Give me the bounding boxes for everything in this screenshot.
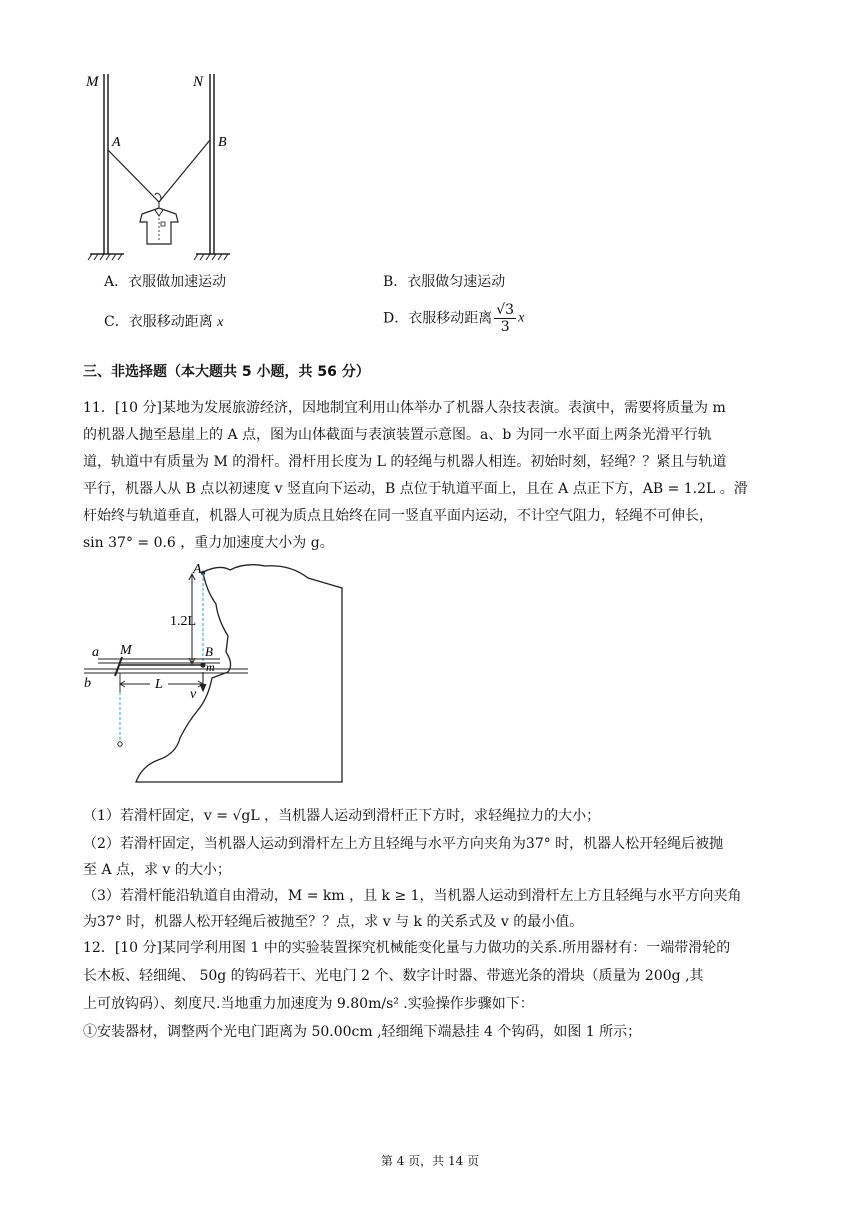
q11-line-1: 11．[10 分]某地为发展旅游经济，因地制宜利用山体举办了机器人杂技表演。表演中，需要将质量为 m (83, 400, 726, 416)
label-b: B (218, 135, 227, 150)
q11-sub-2b: 至 A 点，求 v 的大小； (83, 862, 231, 878)
fig-label-b: B (205, 644, 213, 659)
fig-label-length: L (155, 677, 163, 692)
fig-label-mass-small: m (206, 660, 215, 674)
q11-sub-2a: （2）若滑杆固定，当机器人运动到滑杆左上方且轻绳与水平方向夹角为37° 时，机器人松开轻绳后被抛 (83, 836, 724, 852)
q11-line-3: 道，轨道中有质量为 M 的滑杆。滑杆用长度为 L 的轻绳与机器人相连。初始时刻，轻绳？？紧且与轨道 (83, 454, 727, 470)
q11-line-6: sin 37° = 0.6 ，重力加速度大小为 g。 (83, 535, 334, 551)
q12-line-3: 上可放钩码）、刻度尺.当地重力加速度为 9.80m/s² .实验操作步骤如下： (83, 996, 534, 1012)
figure-cliff-apparatus (80, 560, 360, 792)
option-d-fraction (494, 302, 516, 335)
q12-line-2: 长木板、轻细绳、 50g 的钩码若干、光电门 2 个、数字计时器、带遮光条的滑块（质量为 200g ,其 (83, 968, 704, 984)
option-d-text: D．衣服移动距离 (383, 310, 493, 327)
label-a: A (112, 135, 121, 150)
option-d (383, 302, 524, 335)
q12-line-4: ①安装器材，调整两个光电门距离为 50.00cm ,轻细绳下端悬挂 4 个钩码，如图 1 所示； (83, 1024, 642, 1040)
q11-line-4: 平行，机器人从 B 点以初速度 v 竖直向下运动，B 点位于轨道平面上，且在 A 点正下方，AB = 1.2L 。滑 (83, 481, 748, 497)
fig-label-rail-b: b (84, 676, 91, 691)
option-b: B．衣服做匀速运动 (383, 274, 506, 290)
option-c (104, 312, 223, 333)
figure-clothes-hanger (80, 68, 250, 268)
q11-line-5: 杆始终与轨道垂直，机器人可视为质点且始终在同一竖直平面内运动，不计空气阻力，轻绳不可伸长， (83, 508, 713, 524)
page-footer: 第 4 页，共 14 页 (380, 1154, 480, 1168)
option-d-numerator: √3 (496, 302, 515, 318)
fig-label-mass-big: M (120, 643, 132, 658)
fig-label-height: 1.2L (170, 614, 197, 629)
fig-label-a: A (193, 562, 202, 577)
fig-label-rail-a: a (92, 645, 99, 660)
option-d-var: x (518, 310, 525, 326)
option-d-denominator: 3 (500, 319, 510, 335)
q11-sub-3a: （3）若滑杆能沿轨道自由滑动，M = km ，且 k ≥ 1，当机器人运动到滑杆左上方且轻绳与水平方向夹角 (83, 888, 742, 904)
q12-line-1: 12．[10 分]某同学利用图 1 中的实验装置探究机械能变化量与力做功的关系.所用器材有：一端带滑轮的 (83, 940, 731, 956)
label-m: M (86, 74, 99, 90)
option-c-text: C．衣服移动距离 (104, 314, 213, 330)
q11-sub-1: （1）若滑杆固定，v = √gL ，当机器人运动到滑杆正下方时，求轻绳拉力的大小； (83, 808, 601, 824)
option-a: A．衣服做加速运动 (104, 274, 227, 290)
section-title: 三、非选择题（本大题共 5 小题，共 56 分） (83, 364, 370, 380)
label-n: N (193, 74, 204, 90)
q11-sub-3b: 为37° 时，机器人松开轻绳后被抛至？？点，求 v 与 k 的关系式及 v 的最小值。 (83, 914, 584, 930)
q11-line-2: 的机器人抛至悬崖上的 A 点，图为山体截面与表演装置示意图。a、b 为同一水平面上两条光滑平行轨 (83, 427, 712, 443)
fig-label-velocity: v (190, 687, 197, 702)
option-c-var: x (217, 315, 224, 330)
